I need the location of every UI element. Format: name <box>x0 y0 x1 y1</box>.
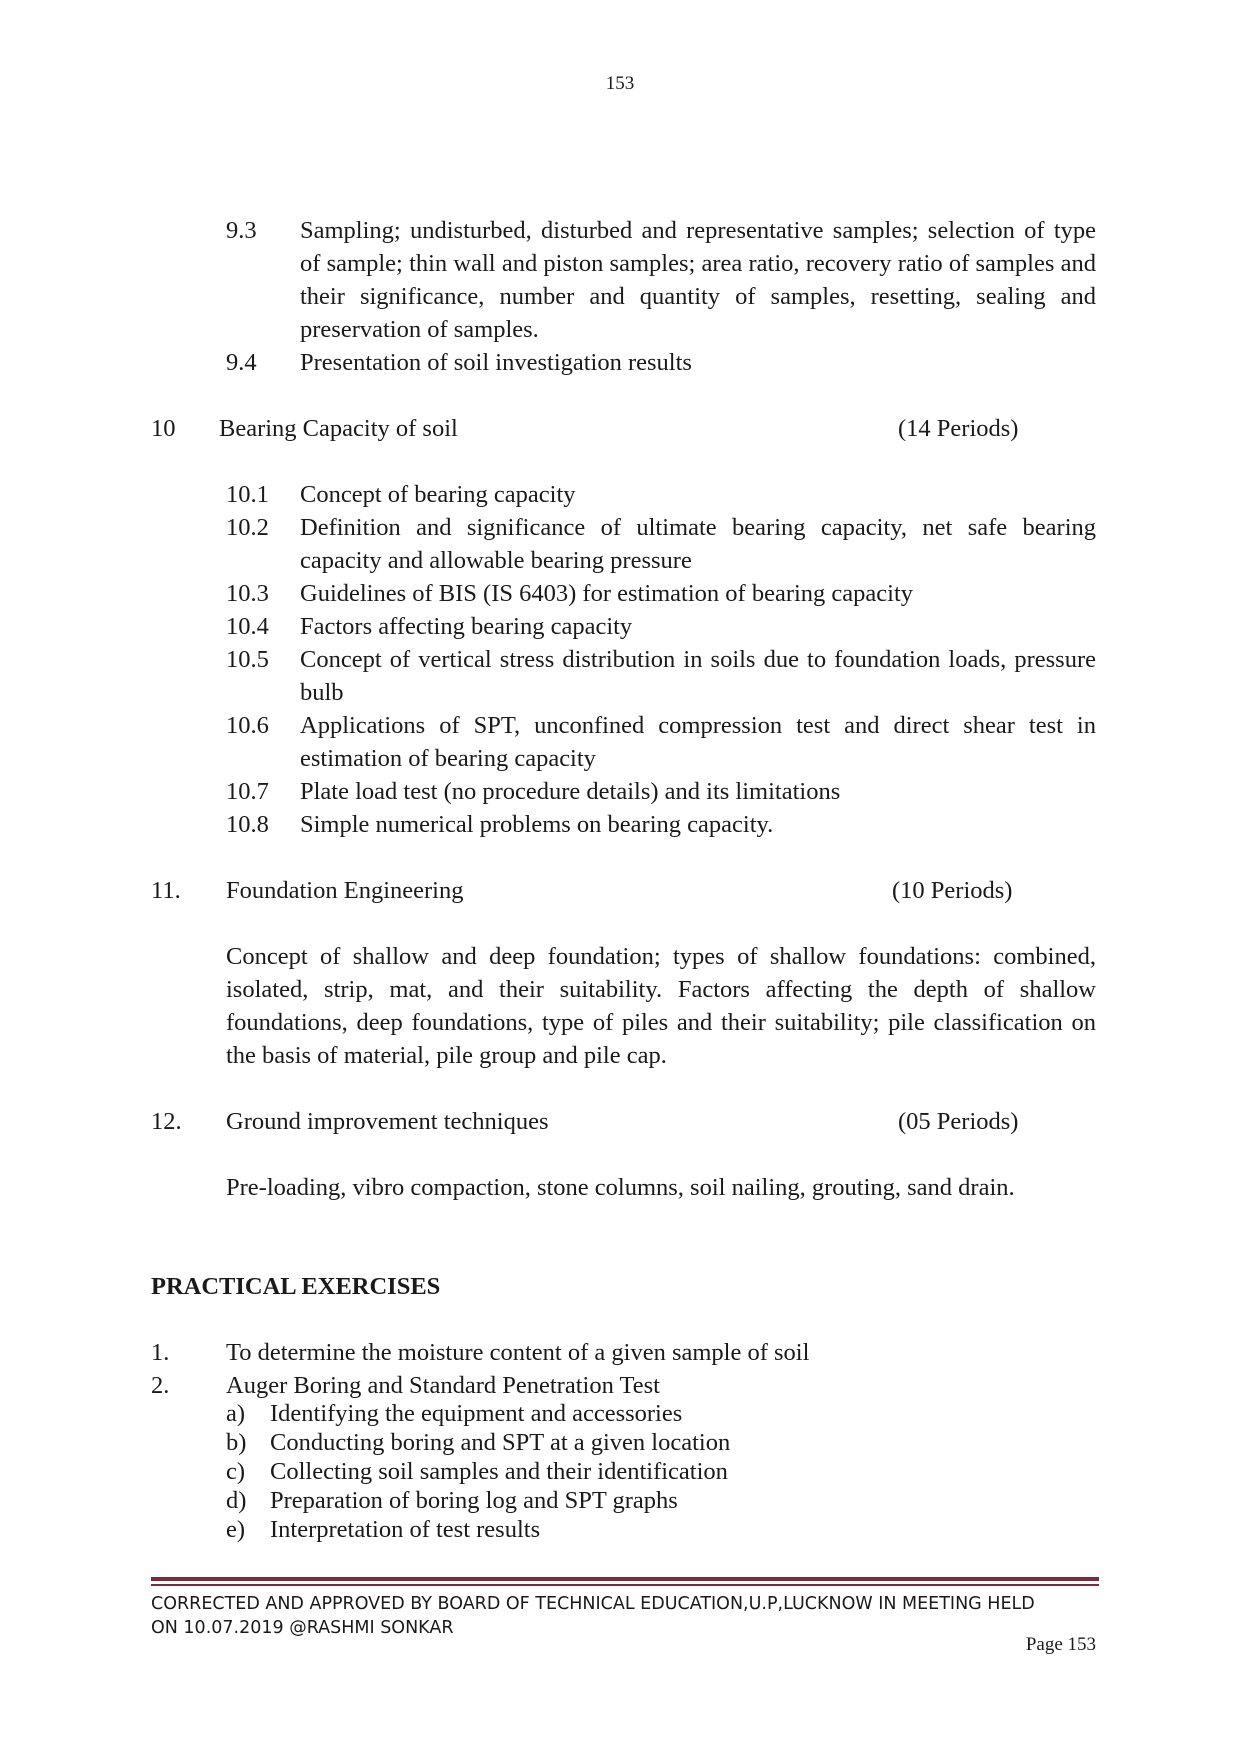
item-text: Auger Boring and Standard Penetration Test <box>226 1372 660 1399</box>
section-periods: (14 Periods) <box>898 415 1019 442</box>
section-title: Foundation Engineering <box>226 877 464 904</box>
footer-line: ON 10.07.2019 @RASHMI SONKAR <box>151 1618 454 1638</box>
item-number: 10.8 <box>226 811 269 838</box>
item-number: 10.2 <box>226 514 269 541</box>
item-text: Collecting soil samples and their identification <box>270 1458 728 1485</box>
list-item <box>151 1369 1151 1402</box>
item-number: 10.3 <box>226 580 269 607</box>
section-heading <box>151 1105 1151 1138</box>
section-heading <box>151 874 1151 907</box>
item-text: Conducting boring and SPT at a given location <box>270 1429 731 1456</box>
item-text: Preparation of boring log and SPT graphs <box>270 1487 678 1514</box>
item-text: Applications of SPT, unconfined compression test and direct shear test in estimation of bearing capacity <box>300 712 1096 772</box>
item-number: 10.7 <box>226 778 269 805</box>
item-number: 2. <box>151 1372 170 1399</box>
item-letter: b) <box>226 1429 247 1456</box>
section-title: Ground improvement techniques <box>226 1108 549 1135</box>
footer-rule-thin <box>151 1584 1099 1586</box>
list-item <box>151 1336 1151 1369</box>
item-letter: c) <box>226 1458 246 1485</box>
item-letter: a) <box>226 1400 246 1427</box>
item-number: 10.5 <box>226 646 269 673</box>
item-number: 10.4 <box>226 613 269 640</box>
item-text: Identifying the equipment and accessories <box>270 1400 683 1427</box>
section-body: Pre-loading, vibro compaction, stone columns, soil nailing, grouting, sand drain. <box>226 1174 1015 1201</box>
item-text: Simple numerical problems on bearing capacity. <box>300 811 774 838</box>
item-number: 9.3 <box>226 217 257 244</box>
section-periods: (05 Periods) <box>898 1108 1019 1135</box>
section-periods: (10 Periods) <box>892 877 1013 904</box>
item-number: 10.6 <box>226 712 269 739</box>
section-number: 10 <box>151 415 176 442</box>
item-number: 10.1 <box>226 481 269 508</box>
item-text: Concept of vertical stress distribution in soils due to foundation loads, pressure bulb <box>300 646 1096 706</box>
footer-line: CORRECTED AND APPROVED BY BOARD OF TECHNICAL EDUCATION,U.P,LUCKNOW IN MEETING HELD <box>151 1594 1035 1614</box>
item-number: 1. <box>151 1339 170 1366</box>
section-heading <box>151 412 1151 445</box>
item-text: Plate load test (no procedure details) and its limitations <box>300 778 841 805</box>
item-text: To determine the moisture content of a given sample of soil <box>226 1339 810 1366</box>
item-text: Concept of bearing capacity <box>300 481 576 508</box>
section-number: 11. <box>151 877 181 904</box>
item-number: 9.4 <box>226 349 257 376</box>
section-title: Bearing Capacity of soil <box>219 415 458 442</box>
item-text: Factors affecting bearing capacity <box>300 613 633 640</box>
footer-page-number: Page 153 <box>1025 1634 1096 1655</box>
page-number-top: 153 <box>605 73 635 94</box>
item-text: Guidelines of BIS (IS 6403) for estimation of bearing capacity <box>300 580 914 607</box>
item-letter: d) <box>226 1487 247 1514</box>
section-body: Concept of shallow and deep foundation; types of shallow foundations: combined, isolated, strip, mat, and their suitability. Factors affecting the depth of shallow foundations, deep foundations, type of piles and their suitability; pile classification on the basis of material, pile group and pile cap. <box>226 943 1096 1069</box>
item-text: Interpretation of test results <box>270 1516 541 1543</box>
footer-rule <box>151 1577 1099 1581</box>
item-text: Presentation of soil investigation results <box>300 349 692 376</box>
item-letter: e) <box>226 1516 246 1543</box>
item-text: Definition and significance of ultimate bearing capacity, net safe bearing capacity and allowable bearing pressure <box>300 514 1096 574</box>
item-text: Sampling; undisturbed, disturbed and representative samples; selection of type of sample; thin wall and piston samples; area ratio, recovery ratio of samples and their significance, number and quantity of samples, resetting, sealing and preservation of samples. <box>300 217 1096 343</box>
practical-heading: PRACTICAL EXERCISES <box>151 1273 441 1300</box>
section-number: 12. <box>151 1108 182 1135</box>
